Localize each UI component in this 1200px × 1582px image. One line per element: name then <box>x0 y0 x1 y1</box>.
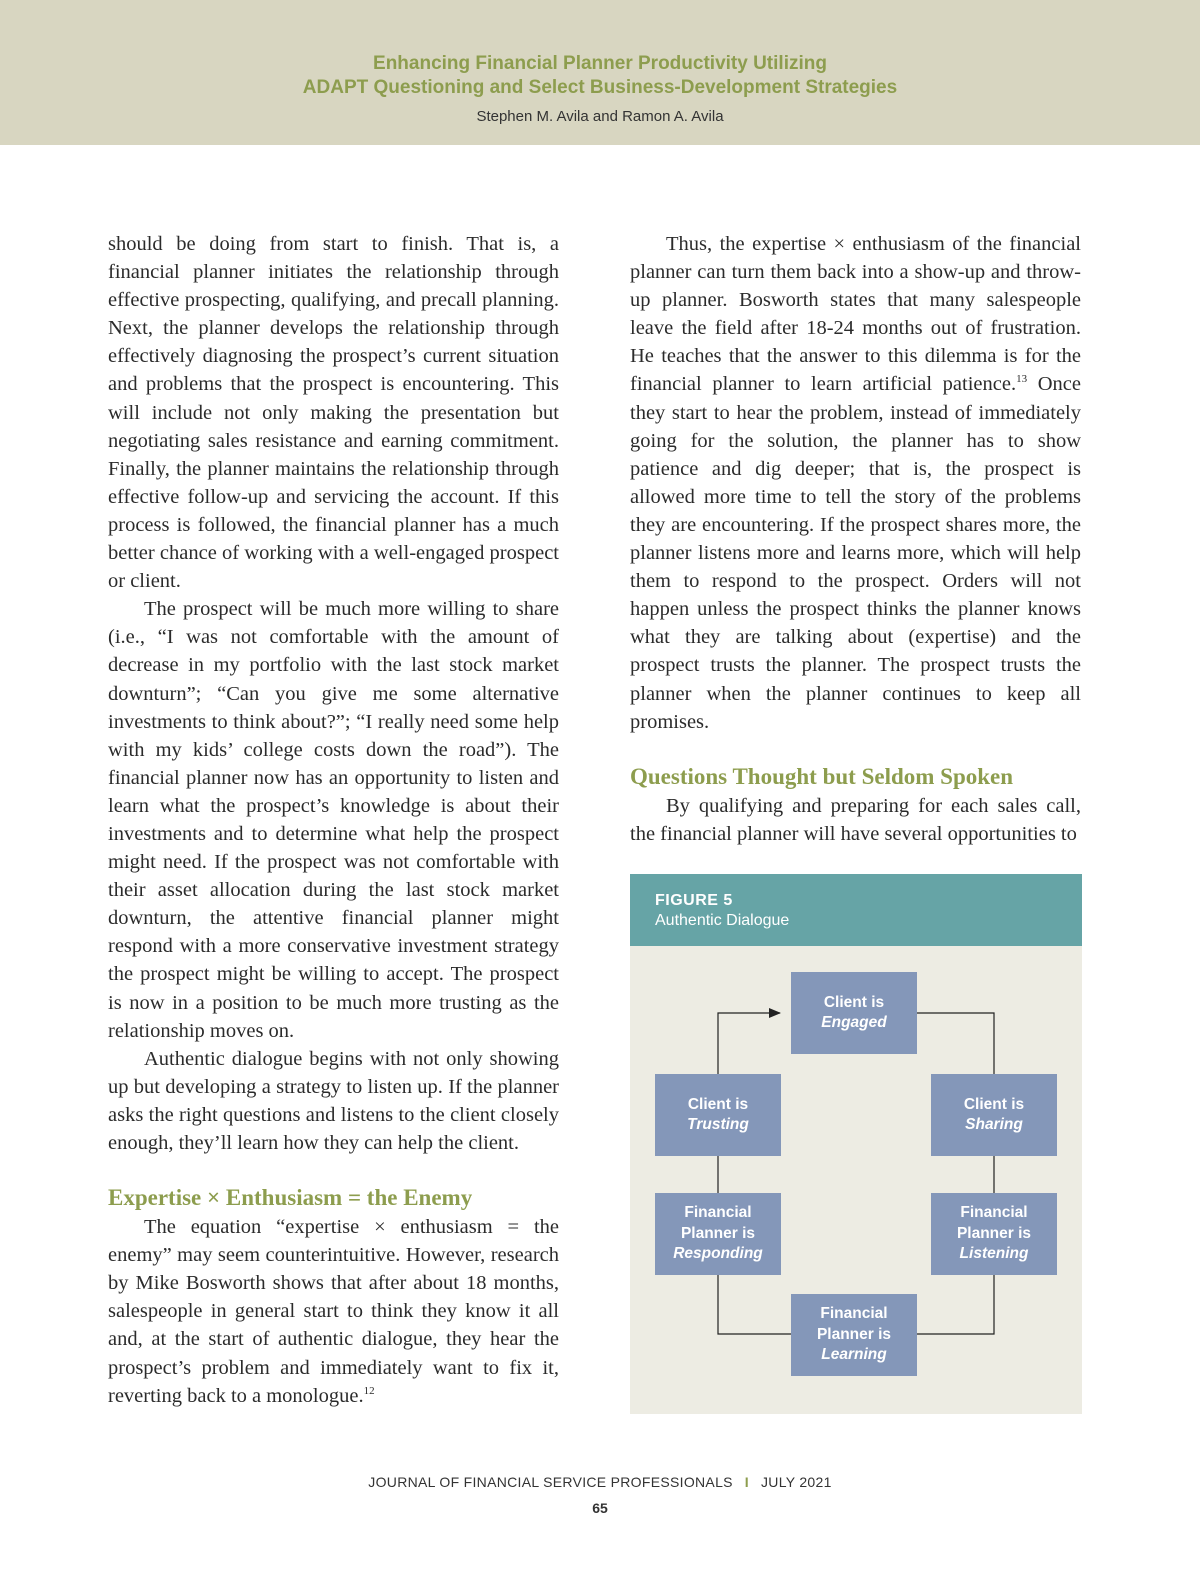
journal-name: JOURNAL OF FINANCIAL SERVICE PROFESSIONALS <box>368 1474 733 1490</box>
left-paragraph-3: Authentic dialogue begins with not only showing up but developing a strategy to listen up. If the planner asks the right questions and listens to the client closely enough, they’ll learn how they can help the client. <box>108 1047 559 1154</box>
node-responding-line2: Planner is <box>680 1224 756 1242</box>
node-sharing-line2: Sharing <box>965 1116 1023 1133</box>
node-planner-learning <box>791 1294 917 1376</box>
article-title-line2: ADAPT Questioning and Select Business-Development Strategies <box>302 77 898 98</box>
connector-trusting-engaged-arrow <box>718 1013 780 1074</box>
right-paragraph-1 <box>630 230 1081 736</box>
right-paragraph-2: By qualifying and preparing for each sales call, the financial planner will have several opportunities to <box>630 794 1081 845</box>
node-trusting-line1: Client is <box>687 1095 749 1113</box>
figure-label: FIGURE 5 <box>655 892 733 909</box>
node-learning-line1: Financial <box>820 1305 888 1323</box>
article-title-line1: Enhancing Financial Planner Productivity Utilizing <box>373 53 827 74</box>
endnote-ref-12: 12 <box>363 1384 375 1397</box>
node-engaged-line1: Client is <box>823 993 885 1011</box>
right-paragraph-1a: Thus, the expertise × enthusiasm of the financial planner can turn them back into a show-up and throw-up planner. Bosworth states that many salespeople leave the field after 18-24 months out of frustration. He teaches that the answer to this dilemma is for the financial planner to learn artificial patience. <box>630 233 1081 396</box>
right-column <box>630 230 1081 848</box>
node-client-trusting <box>655 1074 781 1156</box>
node-client-engaged <box>791 972 917 1054</box>
issue-date: JULY 2021 <box>761 1474 832 1490</box>
node-engaged-line2: Engaged <box>821 1014 887 1031</box>
figure-title: Authentic Dialogue <box>655 912 790 929</box>
section-heading-expertise: Expertise × Enthusiasm = the Enemy <box>108 1185 473 1211</box>
section-heading-questions: Questions Thought but Seldom Spoken <box>630 763 1014 789</box>
running-header <box>0 0 1200 145</box>
article-authors: Stephen M. Avila and Ramon A. Avila <box>476 108 724 125</box>
footer-separator: I <box>744 1474 749 1490</box>
node-responding-line1: Financial <box>684 1204 752 1222</box>
left-paragraph-1: should be doing from start to finish. That is, a financial planner initiates the relationship through effective prospecting, qualifying, and precall planning. Next, the planner develops the relationship through effectively diagnosing the prospect’s current situation and problems that the prospect is encountering. This will include not only making the presentation but negotiating sales resistance and earning commitment. Finally, the planner maintains the relationship through effective follow-up and servicing the account. If this process is followed, the financial planner has a much better chance of working with a well-engaged prospect or client. <box>108 233 559 593</box>
figure-5 <box>630 874 1082 1414</box>
page-number: 65 <box>592 1500 608 1516</box>
right-paragraph-1b: Once they start to hear the problem, instead of immediately going for the solution, the planner has to show patience and dig deeper; that is, the prospect is allowed more time to tell the story of the problems they are encountering. If the prospect shares more, the planner listens more and learns more, which will help them to respond to the prospect. Orders will not happen unless the prospect thinks the planner knows what they are talking about (expertise) and the prospect trusts the planner. The prospect trusts the planner when the planner continues to keep all promises. <box>630 373 1081 733</box>
node-responding-line3: Responding <box>673 1245 763 1263</box>
connector-learning-responding <box>718 1275 791 1334</box>
running-footer <box>0 1474 1200 1490</box>
node-client-sharing <box>931 1074 1057 1156</box>
left-paragraph-2: The prospect will be much more willing to share (i.e., “I was not comfortable with the amount of decrease in my portfolio with the last stock market downturn”; “Can you give me some alternative investments to think about?”; “I really need some help with my kids’ college costs down the road”). The financial planner now has an opportunity to listen and learn what the prospect’s knowledge is about their investments and to determine what help the prospect might need. If the prospect was not comfortable with their asset allocation during the last stock market downturn, the attentive financial planner might respond with a more conservative investment strategy the prospect might be willing to accept. The prospect is now in a position to be much more trusting as the relationship moves on. <box>108 598 559 1042</box>
endnote-ref-13: 13 <box>1016 373 1028 386</box>
node-planner-listening <box>931 1193 1057 1275</box>
node-learning-line3: Learning <box>821 1346 887 1364</box>
node-listening-line3: Listening <box>959 1245 1029 1263</box>
node-listening-line2: Planner is <box>956 1224 1032 1242</box>
node-sharing-line1: Client is <box>963 1095 1025 1113</box>
left-paragraph-4 <box>108 1213 559 1410</box>
left-paragraph-4-text: The equation “expertise × enthusiasm = the enemy” may seem counterintuitive. However, research by Mike Bosworth shows that after about 18 months, salespeople in general start to think they know it all and, at the start of authentic dialogue, they hear the prospect’s problem and immediately want to fix it, reverting back to a monologue. <box>108 1216 559 1407</box>
node-trusting-line2: Trusting <box>687 1116 749 1133</box>
connector-listening-learning <box>917 1275 994 1334</box>
node-listening-line1: Financial <box>960 1204 1028 1222</box>
node-planner-responding <box>655 1193 781 1275</box>
left-column <box>108 230 559 1410</box>
node-learning-line2: Planner is <box>816 1325 892 1343</box>
connector-engaged-sharing <box>917 1013 994 1074</box>
